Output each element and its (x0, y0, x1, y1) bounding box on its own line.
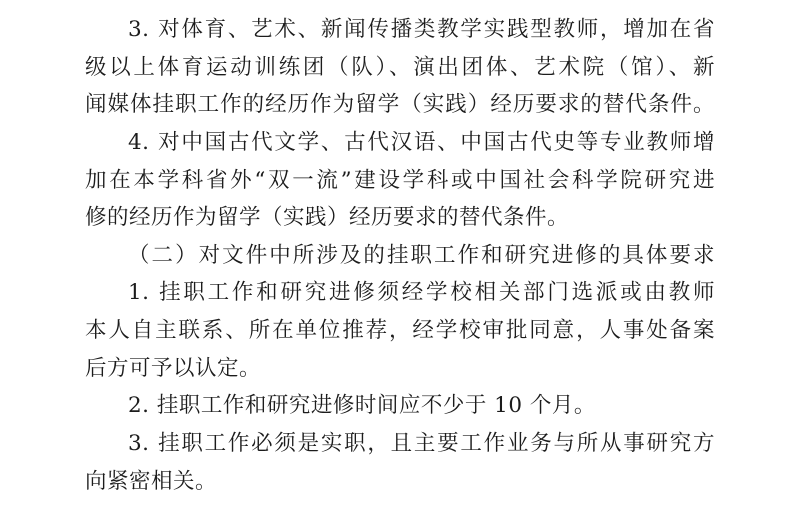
document-line: 修的经历作为留学（实践）经历要求的替代条件。 (85, 205, 570, 231)
document-line: 闻媒体挂职工作的经历作为留学（实践）经历要求的替代条件。 (85, 92, 715, 118)
document-line: （二）对文件中所涉及的挂职工作和研究进修的具体要求 (128, 242, 715, 268)
document-line: 3. 对体育、艺术、新闻传播类教学实践型教师，增加在省 (128, 17, 715, 42)
document-line: 后方可予以认定。 (85, 355, 262, 381)
document-line: 4. 对中国古代文学、古代汉语、中国古代史等专业教师增 (128, 129, 715, 155)
document-line: 本人自主联系、所在单位推荐，经学校审批同意，人事处备案 (85, 318, 715, 344)
document-line: 3. 挂职工作必须是实职，且主要工作业务与所从事研究方 (128, 431, 715, 457)
document-line: 加在本学科省外“双一流”建设学科或中国社会科学院研究进 (85, 167, 715, 193)
document-line: 向紧密相关。 (85, 468, 218, 494)
document-line: 2. 挂职工作和研究进修时间应不少于 10 个月。 (128, 393, 596, 419)
document-line: 级以上体育运动训练团（队）、演出团体、艺术院（馆）、新 (85, 54, 715, 80)
document-line: 1. 挂职工作和研究进修须经学校相关部门选派或由教师 (128, 280, 715, 306)
